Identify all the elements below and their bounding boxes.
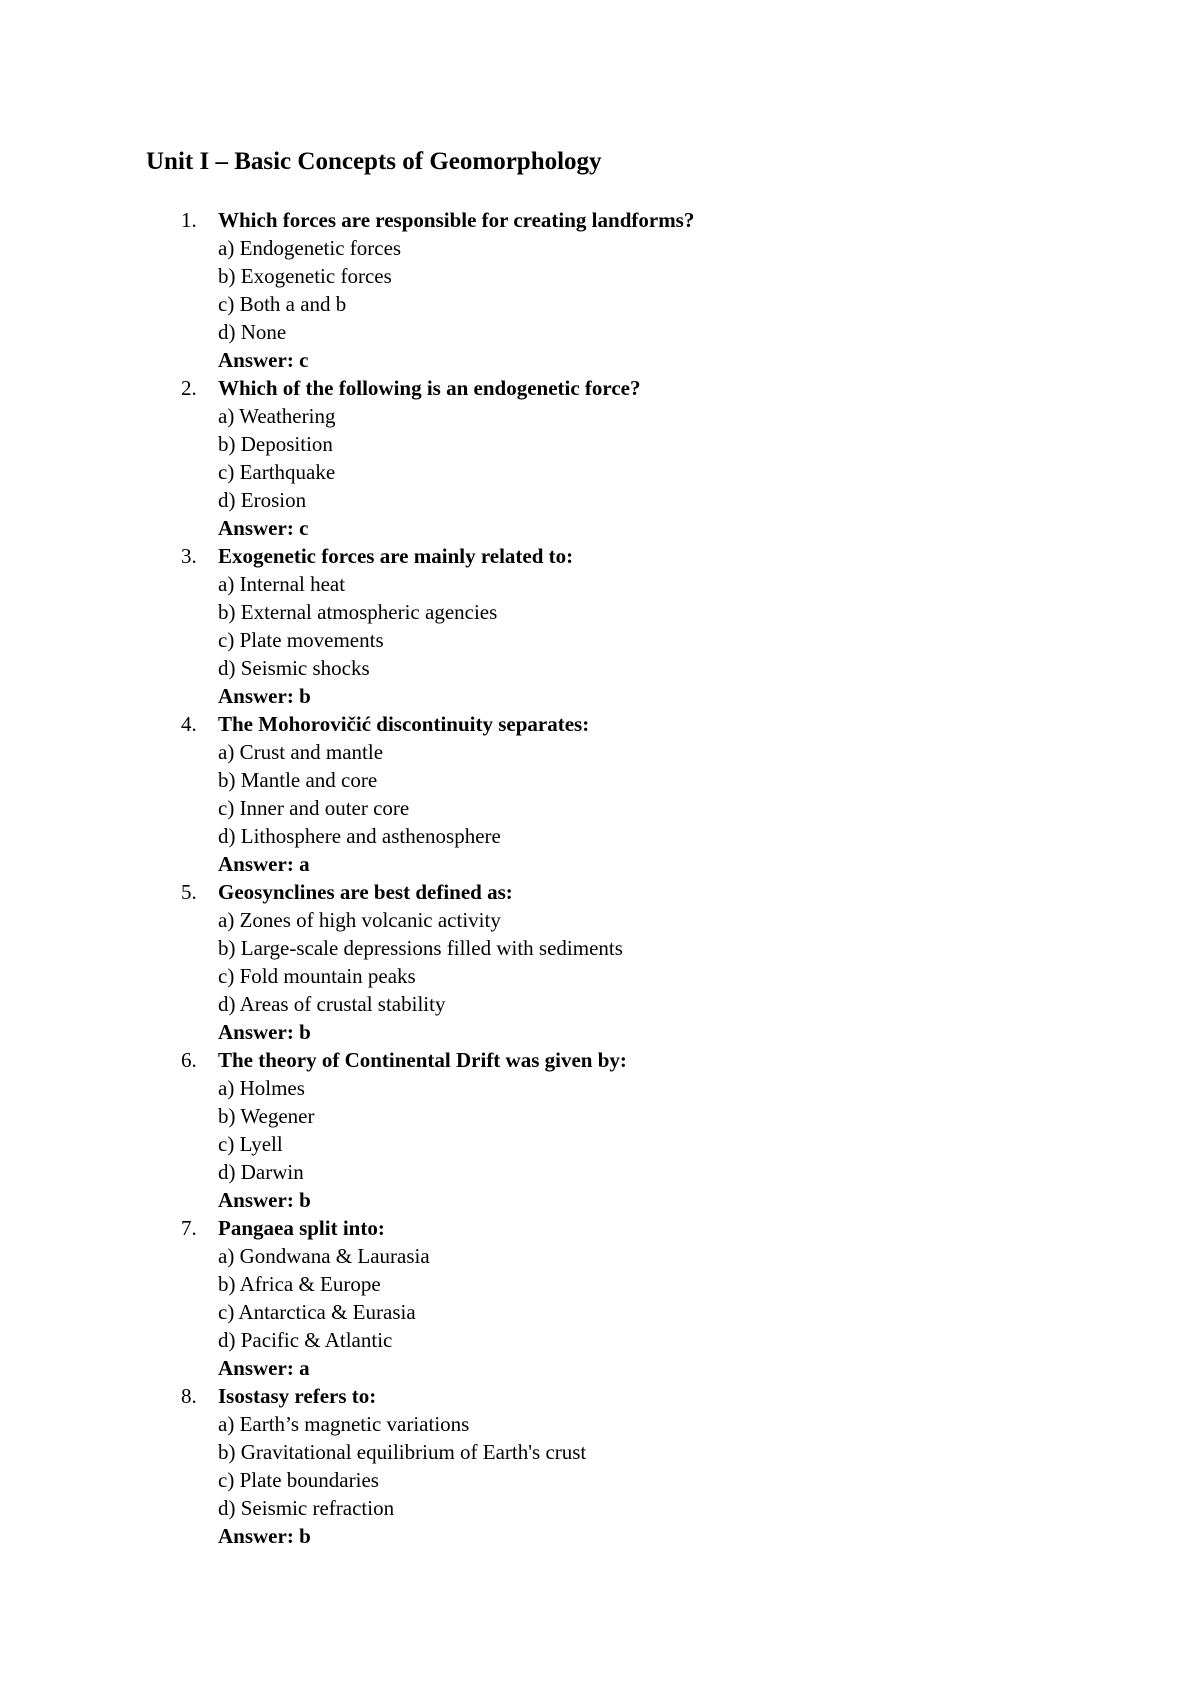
answer-text: Answer: a: [218, 1356, 310, 1380]
question-number: 8.: [181, 1384, 197, 1408]
question-text: The theory of Continental Drift was given by:: [218, 1048, 627, 1072]
option-c: c) Antarctica & Eurasia: [218, 1300, 416, 1324]
answer-text: Answer: b: [218, 684, 311, 708]
option-b: b) External atmospheric agencies: [218, 600, 498, 624]
option-d: d) Seismic refraction: [218, 1496, 395, 1520]
option-a: a) Zones of high volcanic activity: [218, 908, 501, 932]
option-d: d) Areas of crustal stability: [218, 992, 446, 1016]
option-d: d) None: [218, 320, 287, 344]
question-item: [0, 374, 694, 542]
question-item: [0, 1046, 694, 1214]
option-c: c) Fold mountain peaks: [218, 964, 416, 988]
option-list: [218, 1410, 694, 1522]
option-d: d) Darwin: [218, 1160, 304, 1184]
question-number: 4.: [181, 712, 197, 736]
question-item: [0, 878, 694, 1046]
question-text: The Mohorovičić discontinuity separates:: [218, 712, 590, 736]
question-item: [0, 710, 694, 878]
question-item: [0, 542, 694, 710]
question-number: 2.: [181, 376, 197, 400]
option-list: [218, 1074, 694, 1186]
option-b: b) Exogenetic forces: [218, 264, 392, 288]
question-text: Pangaea split into:: [218, 1216, 385, 1240]
option-a: a) Internal heat: [218, 572, 346, 596]
option-list: [218, 234, 694, 346]
option-list: [218, 1242, 694, 1354]
option-c: c) Plate boundaries: [218, 1468, 379, 1492]
option-c: c) Earthquake: [218, 460, 336, 484]
option-d: d) Erosion: [218, 488, 307, 512]
question-text: Which of the following is an endogenetic force?: [218, 376, 641, 400]
answer-text: Answer: c: [218, 516, 309, 540]
option-a: a) Earth’s magnetic variations: [218, 1412, 470, 1436]
option-list: [218, 402, 694, 514]
option-c: c) Plate movements: [218, 628, 384, 652]
option-a: a) Holmes: [218, 1076, 305, 1100]
option-b: b) Deposition: [218, 432, 333, 456]
option-c: c) Both a and b: [218, 292, 347, 316]
answer-text: Answer: b: [218, 1188, 311, 1212]
answer-text: Answer: a: [218, 852, 310, 876]
option-list: [218, 570, 694, 682]
answer-text: Answer: b: [218, 1020, 311, 1044]
question-text: Which forces are responsible for creating landforms?: [218, 208, 695, 232]
answer-text: Answer: b: [218, 1524, 311, 1548]
question-number: 3.: [181, 544, 197, 568]
question-number: 1.: [181, 208, 197, 232]
question-text: Geosynclines are best defined as:: [218, 880, 513, 904]
option-b: b) Large-scale depressions filled with sediments: [218, 936, 623, 960]
question-number: 6.: [181, 1048, 197, 1072]
option-a: a) Crust and mantle: [218, 740, 384, 764]
option-b: b) Mantle and core: [218, 768, 378, 792]
option-d: d) Seismic shocks: [218, 656, 370, 680]
option-list: [218, 906, 694, 1018]
option-b: b) Wegener: [218, 1104, 315, 1128]
option-a: a) Weathering: [218, 404, 336, 428]
option-a: a) Gondwana & Laurasia: [218, 1244, 430, 1268]
option-b: b) Africa & Europe: [218, 1272, 381, 1296]
page-title: Unit I – Basic Concepts of Geomorphology: [146, 148, 602, 175]
question-number: 7.: [181, 1216, 197, 1240]
option-d: d) Pacific & Atlantic: [218, 1328, 393, 1352]
question-item: [0, 1214, 694, 1382]
question-text: Exogenetic forces are mainly related to:: [218, 544, 574, 568]
option-a: a) Endogenetic forces: [218, 236, 402, 260]
question-item: [0, 206, 694, 374]
option-list: [218, 738, 694, 850]
option-c: c) Inner and outer core: [218, 796, 410, 820]
answer-text: Answer: c: [218, 348, 309, 372]
option-b: b) Gravitational equilibrium of Earth's crust: [218, 1440, 587, 1464]
option-d: d) Lithosphere and asthenosphere: [218, 824, 501, 848]
question-text: Isostasy refers to:: [218, 1384, 377, 1408]
option-c: c) Lyell: [218, 1132, 283, 1156]
question-list: [0, 206, 694, 1550]
question-number: 5.: [181, 880, 197, 904]
question-item: [0, 1382, 694, 1550]
